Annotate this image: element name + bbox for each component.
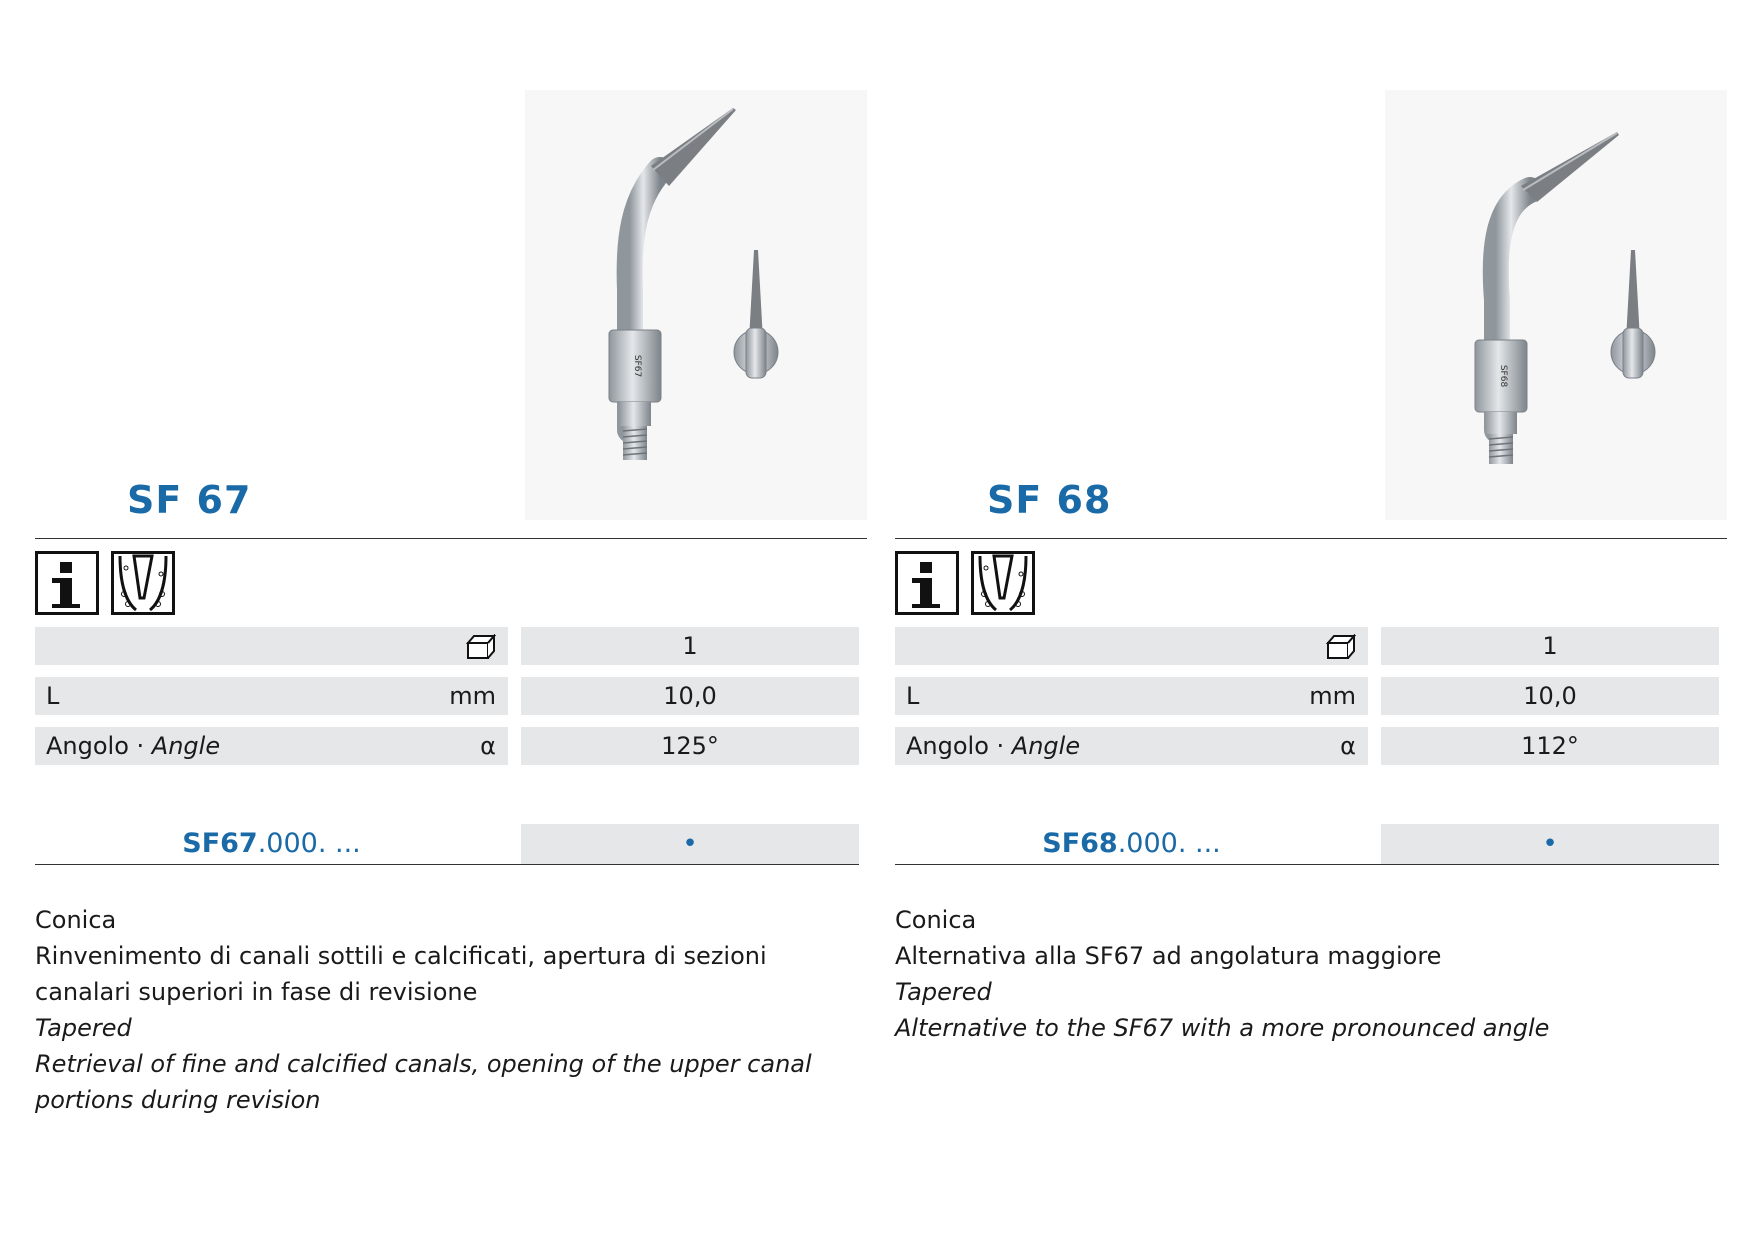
length-row	[895, 677, 1727, 715]
order-code: SF68.000. ...	[1042, 828, 1221, 859]
product-card-sf67	[35, 0, 867, 1247]
length-row	[35, 677, 867, 715]
pack-quantity: 1	[1381, 627, 1719, 665]
tip-engraving: SF68	[1498, 364, 1508, 388]
description	[35, 902, 855, 1118]
length-value: 10,0	[521, 677, 859, 715]
root-canal-icon	[111, 551, 175, 615]
length-unit: mm	[1309, 682, 1356, 710]
angle-value: 125°	[521, 727, 859, 765]
package-icon	[466, 627, 496, 665]
root-canal-icon	[971, 551, 1035, 615]
desc-it-title: Conica	[895, 906, 977, 934]
length-unit: mm	[449, 682, 496, 710]
length-label: L	[906, 682, 920, 710]
tip-engraving: SF67	[632, 354, 642, 378]
desc-it-text: Alternativa alla SF67 ad angolatura maggiore	[895, 942, 1442, 970]
length-label: L	[46, 682, 60, 710]
divider	[895, 538, 1727, 539]
pack-quantity: 1	[521, 627, 859, 665]
pack-row	[895, 627, 1727, 665]
divider	[35, 538, 867, 539]
angle-row	[35, 727, 867, 765]
product-title: SF 68	[987, 478, 1112, 522]
angle-unit: α	[1340, 732, 1356, 760]
angle-label: Angolo · Angle	[906, 732, 1081, 760]
sonic-tip-illustration	[1385, 90, 1727, 520]
desc-it-title: Conica	[35, 906, 117, 934]
angle-row	[895, 727, 1727, 765]
product-card-sf68	[895, 0, 1727, 1247]
product-title: SF 67	[127, 478, 252, 522]
desc-en-title: Tapered	[35, 1014, 132, 1042]
package-icon	[1326, 627, 1356, 665]
info-icon	[895, 551, 959, 615]
angle-label: Angolo · Angle	[46, 732, 221, 760]
desc-en-text: Retrieval of fine and calcified canals, opening of the upper canal portions during revision	[35, 1050, 812, 1114]
desc-en-text: Alternative to the SF67 with a more pronounced angle	[895, 1014, 1550, 1042]
desc-it-text: Rinvenimento di canali sottili e calcificati, apertura di sezioni canalari superiori in fase di revisione	[35, 942, 767, 1006]
order-code: SF67.000. ...	[182, 828, 361, 859]
divider	[35, 864, 859, 865]
angle-value: 112°	[1381, 727, 1719, 765]
angle-unit: α	[480, 732, 496, 760]
pack-row	[35, 627, 867, 665]
availability-dot: •	[1381, 824, 1719, 864]
order-code-row	[35, 824, 867, 864]
sonic-tip-illustration	[525, 90, 867, 520]
length-value: 10,0	[1381, 677, 1719, 715]
description	[895, 902, 1715, 1046]
info-icon	[35, 551, 99, 615]
desc-en-title: Tapered	[895, 978, 992, 1006]
availability-dot: •	[521, 824, 859, 864]
divider	[895, 864, 1719, 865]
order-code-row	[895, 824, 1727, 864]
product-photo	[525, 90, 867, 520]
product-photo	[1385, 90, 1727, 520]
